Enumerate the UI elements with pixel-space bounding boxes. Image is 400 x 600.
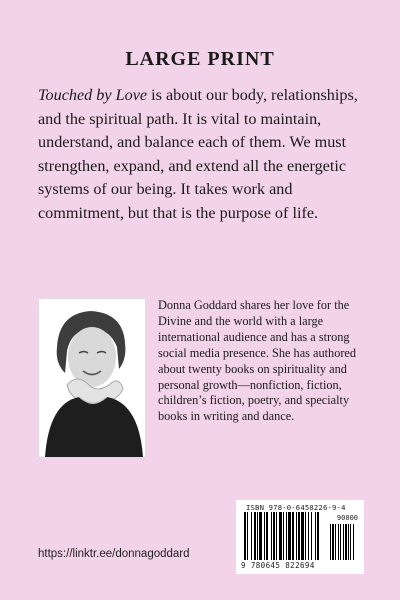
book-title: Touched by Love: [38, 86, 148, 104]
author-link[interactable]: https://linktr.ee/donnagoddard: [38, 548, 190, 560]
author-bio: Donna Goddard shares her love for the Divine and the world with a large international audience and has a strong social media presence. She has authored about twenty books on spirituality and personal growth—nonfiction, fiction, children’s fiction, poetry, and specialty books in writing and dance.: [158, 298, 357, 424]
isbn-label: ISBN 978-0-6458226-9-4: [246, 503, 346, 512]
author-photo: [38, 298, 146, 458]
blurb-text: is about our body, relationships, and the spiritual path. It is vital to maintain, understand, and balance each of them. We must strengthen, expand, and extend all the energetic systems of our being. It takes work and commitment, but that is the purpose of life.: [38, 86, 358, 222]
isbn-barcode: [236, 500, 364, 574]
cover-heading: LARGE PRINT: [125, 48, 275, 70]
author-portrait-image: [39, 299, 145, 457]
price-code: 90000: [336, 514, 358, 522]
barcode-digits: 9 780645 822694: [241, 561, 315, 570]
book-blurb: [38, 84, 368, 226]
